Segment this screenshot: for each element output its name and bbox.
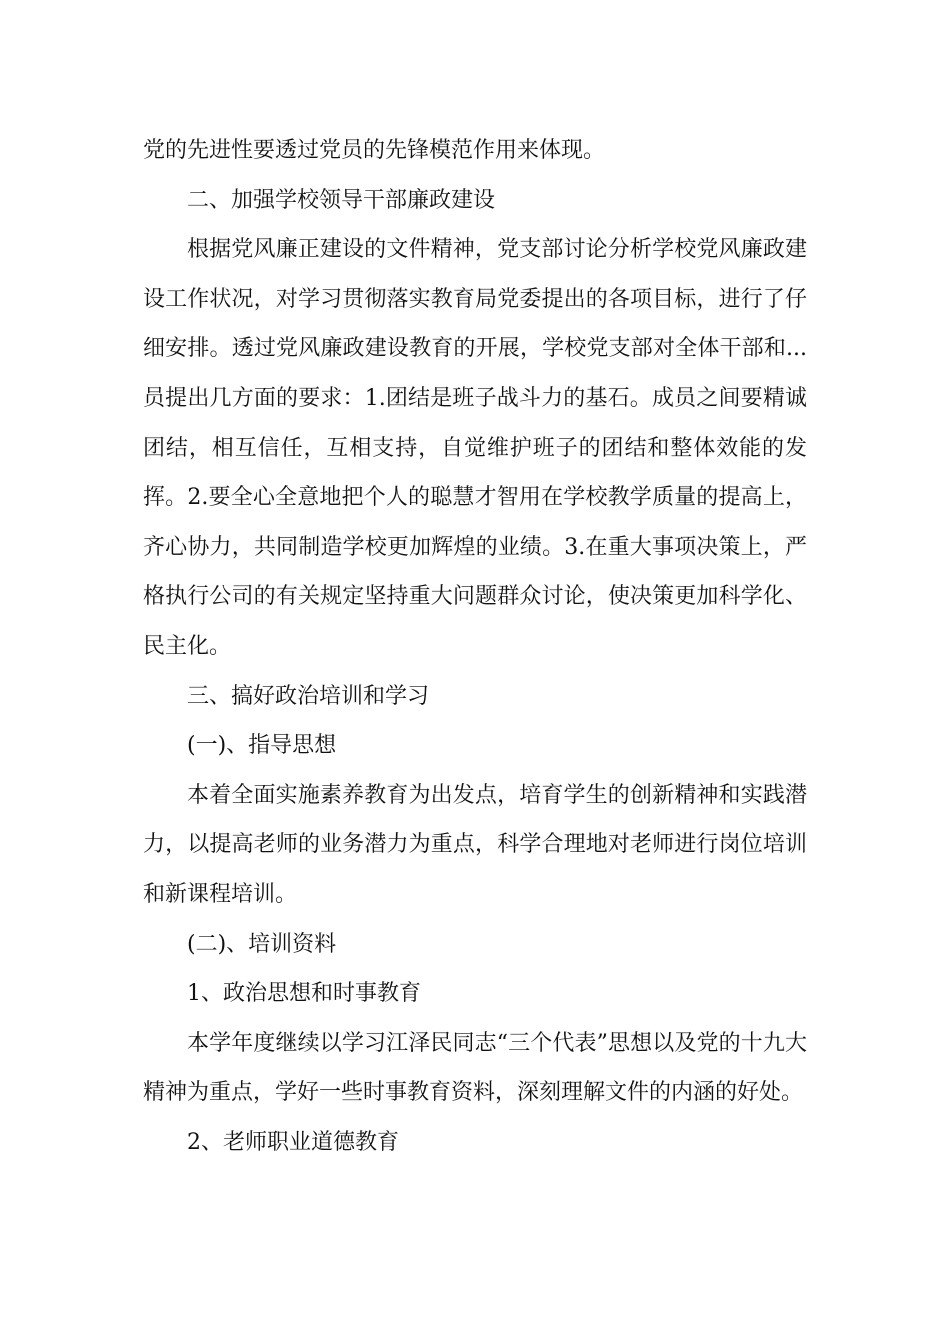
- subsection-heading-guiding-thought: (一)、指导思想: [187, 733, 337, 759]
- section-heading-3: 三、搞好政治培训和学习: [187, 683, 430, 709]
- document-body: [143, 126, 807, 1167]
- paragraph-integrity-building: 根据党风廉正建设的文件精神，党支部讨论分析学校党风廉政建设工作状况，对学习贯彻落实教育局党委提出的各项目标，进行了仔细安排。透过党风廉政建设教育的开展，学校党支部对全体干部和...员提出几方面的要求：1.团结是班子战斗力的基石。成员之间要精诚团结，相互信任，互相支持，自觉维护班子的团结和整体效能的发挥。2.要全心全意地把个人的聪慧才智用在学校教学质量的提高上，齐心协力，共同制造学校更加辉煌的业绩。3.在重大事项决策上，严格执行公司的有关规定坚持重大问题群众讨论，使决策更加科学化、民主化。: [143, 237, 807, 659]
- paragraph-political-education: 本学年度继续以学习江泽民同志“三个代表”思想以及党的十九大精神为重点，学好一些时事教育资料，深刻理解文件的内涵的好处。: [143, 1030, 807, 1106]
- paragraph-guiding-thought: 本着全面实施素养教育为出发点，培育学生的创新精神和实践潜力，以提高老师的业务潜力为重点，科学合理地对老师进行岗位培训和新课程培训。: [143, 782, 807, 907]
- paragraph-continuation: 党的先进性要透过党员的先锋模范作用来体现。: [143, 138, 606, 163]
- subsection-heading-training-materials: (二)、培训资料: [187, 931, 337, 957]
- section-heading-2: 二、加强学校领导干部廉政建设: [187, 187, 496, 213]
- item-heading-political-education: 1、政治思想和时事教育: [187, 981, 421, 1007]
- item-heading-ethics-education: 2、老师职业道德教育: [187, 1129, 399, 1155]
